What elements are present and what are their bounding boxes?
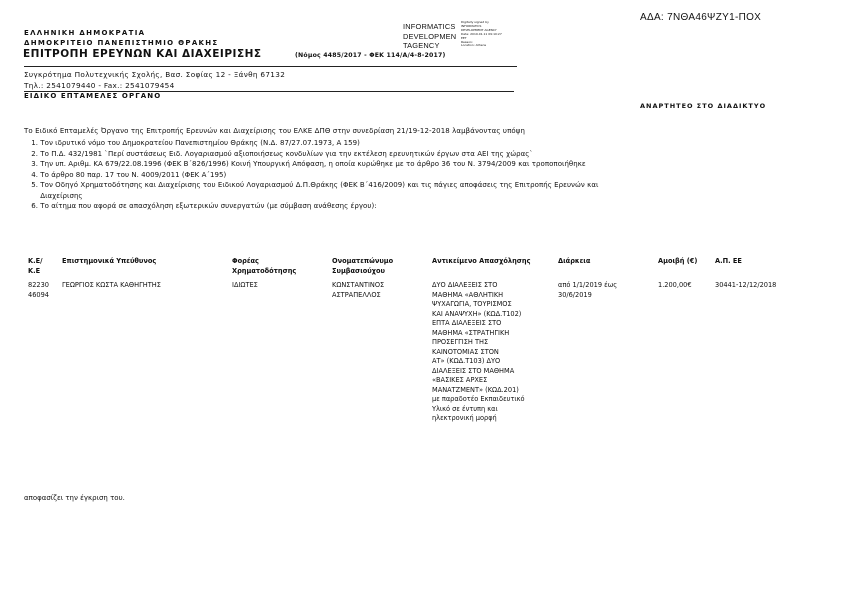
considerations-list bbox=[24, 138, 598, 212]
list-item: 1. Τον ιδρυτικό νόμο του Δημοκρατείου Πανεπιστημίου Θράκης (Ν.Δ. 87/27.07.1973, Α 159) bbox=[31, 139, 360, 147]
cell-contractor: ΚΩΝΣΤΑΝΤΙΝΟΣ ΑΣΤΡΑΠΕΛΛΟΣ bbox=[332, 281, 385, 299]
list-item: 4. Το άρθρο 80 παρ. 17 του Ν. 4009/2011 (ΦΕΚ Α΄195) bbox=[31, 170, 227, 179]
committee-title: ΕΠΙΤΡΟΠΗ ΕΡΕΥΝΩΝ ΚΑΙ ΔΙΑΧΕΙΡΙΣΗΣ bbox=[23, 48, 262, 60]
list-item: 6. Το αίτημα που αφορά σε απασχόληση εξωτερικών συνεργατών (με σύμβαση ανάθεσης έργου): bbox=[31, 202, 377, 210]
list-item: 2. Το Π.Δ. 432/1981 `Περί συστάσεως Ειδ. Λογαριασμού αξιοποιήσεως κονδυλίων για την εκτέλεση ερευνητικών έργων στα ΑΕΙ της χώρας` bbox=[31, 149, 533, 158]
ada-code: ΑΔΑ: 7ΝΘΑ46ΨΖΥ1-ΠΟΧ bbox=[640, 12, 762, 23]
header-ap: Α.Π. ΕΕ bbox=[715, 257, 742, 265]
cell-subject: ΔΥΟ ΔΙΑΛΕΞΕΙΣ ΣΤΟ ΜΑΘΗΜΑ «ΑΘΛΗΤΙΚΗ ΨΥΧΑΓΩΓΙΑ, ΤΟΥΡΙΣΜΟΣ ΚΑΙ ΑΝΑΨΥΧΗ» (ΚΩΔ.Τ102) ΕΠΤΑ ΔΙΑΛΕΞΕΙΣ ΣΤΟ ΜΑΘΗΜΑ «ΣΤΡΑΤΗΓΙΚΗ ΠΡΟΣΕΓΓΙΣΗ ΤΗΣ ΚΑΙΝΟΤΟΜΙΑΣ ΣΤΟΝ ΑΤ» (ΚΩΔ.Τ103) ΔΥΟ ΔΙΑΛΕΞΕΙΣ ΣΤΟ ΜΑΘΗΜΑ «ΒΑΣΙΚΕΣ ΑΡΧΕΣ ΜΑΝΑΤΖΜΕΝΤ» (ΚΩΔ.201) με παραδοτέο Εκπαιδευτικό Υλικό σε έντυπη και ηλεκτρονική μορφή bbox=[432, 281, 525, 422]
phone-line: Τηλ.: 2541079440 - Fax.: 2541079454 bbox=[24, 81, 175, 90]
logo-line-3: TAGENCY bbox=[403, 41, 440, 50]
intro-text: Το Ειδικό Επταμελές Όργανο της Επιτροπής Ερευνών και Διαχείρισης του ΕΛΚΕ ΔΠΘ στην συνεδρίαση 21/19-12-2018 λαμβάνοντας υπόψη bbox=[24, 127, 526, 135]
header-ke: Κ.Ε/ Κ.Ε bbox=[28, 257, 43, 275]
header-supervisor: Επιστημονικά Υπεύθυνος bbox=[62, 257, 157, 265]
decision-text: αποφασίζει την έγκριση του. bbox=[24, 494, 125, 502]
header-fee: Αμοιβή (€) bbox=[658, 257, 698, 265]
list-item: 5. Τον Οδηγό Χρηματοδότησης και Διαχείρισης του Ειδικού Λογαριασμού Δ.Π.Θράκης (ΦΕΚ Β΄416/2009) και τις πάγιες αποφάσεις της Επιτροπής Ερευνών και bbox=[31, 181, 599, 189]
logo-line-1: INFORMATICS bbox=[403, 22, 456, 31]
list-item: 3. Την υπ. Αριθμ. ΚΑ 679/22.08.1996 (ΦΕΚ Β΄826/1996) Κοινή Υπουργική Απόφαση, η οποία κυρώθηκε με το άρθρο 36 του Ν. 3794/2009 και τροποποιήθηκε bbox=[31, 160, 586, 168]
header-duration: Διάρκεια bbox=[558, 257, 591, 265]
cell-funder: ΙΔΙΩΤΕΣ bbox=[232, 281, 258, 289]
university-name: ΔΗΜΟΚΡΙΤΕΙΟ ΠΑΝΕΠΙΣΤΗΜΙΟ ΘΡΑΚΗΣ bbox=[24, 39, 219, 47]
header-funder: Φορέας Χρηματοδότησης bbox=[232, 257, 297, 275]
header-divider bbox=[24, 66, 517, 67]
logo-line-2: DEVELOPMEN bbox=[403, 31, 457, 41]
posted-online-label: ΑΝΑΡΤΗΤΕΟ ΣΤΟ ΔΙΑΔΙΚΤΥΟ bbox=[640, 102, 767, 110]
cell-ap: 30441-12/12/2018 bbox=[715, 281, 777, 289]
cell-ke: 82230 46094 bbox=[28, 281, 49, 299]
law-reference: (Νόμος 4485/2017 - ΦΕΚ 114/Α/4-8-2017) bbox=[295, 52, 446, 59]
header-subject: Αντικείμενο Απασχόλησης bbox=[432, 257, 531, 265]
cell-fee: 1.200,00€ bbox=[658, 281, 692, 289]
office-name: ΕΙΔΙΚΟ ΕΠΤΑΜΕΛΕΣ ΟΡΓΑΝΟ bbox=[24, 92, 162, 100]
country-name: ΕΛΛΗΝΙΚΗ ΔΗΜΟΚΡΑΤΙΑ bbox=[24, 29, 146, 37]
list-item: Διαχείρισης bbox=[40, 191, 83, 200]
address-line: Συγκρότημα Πολυτεχνικής Σχολής, Βασ. Σοφίας 12 - Ξάνθη 67132 bbox=[24, 70, 286, 79]
cell-supervisor: ΓΕΩΡΓΙΟΣ ΚΩΣΤΑ ΚΑΘΗΓΗΤΗΣ bbox=[62, 281, 161, 289]
cell-duration: από 1/1/2019 έως 30/6/2019 bbox=[558, 281, 618, 299]
informatics-agency-logo bbox=[403, 22, 456, 51]
header-contractor: Ονοματεπώνυμο Συμβασιούχου bbox=[332, 257, 394, 275]
digital-signature-text: Digitally signed by INFORMATICS DEVELOPMENT AGENCY Date: 2019.01.11 09:10:27 EET Reason: Location: Athens bbox=[461, 20, 502, 48]
